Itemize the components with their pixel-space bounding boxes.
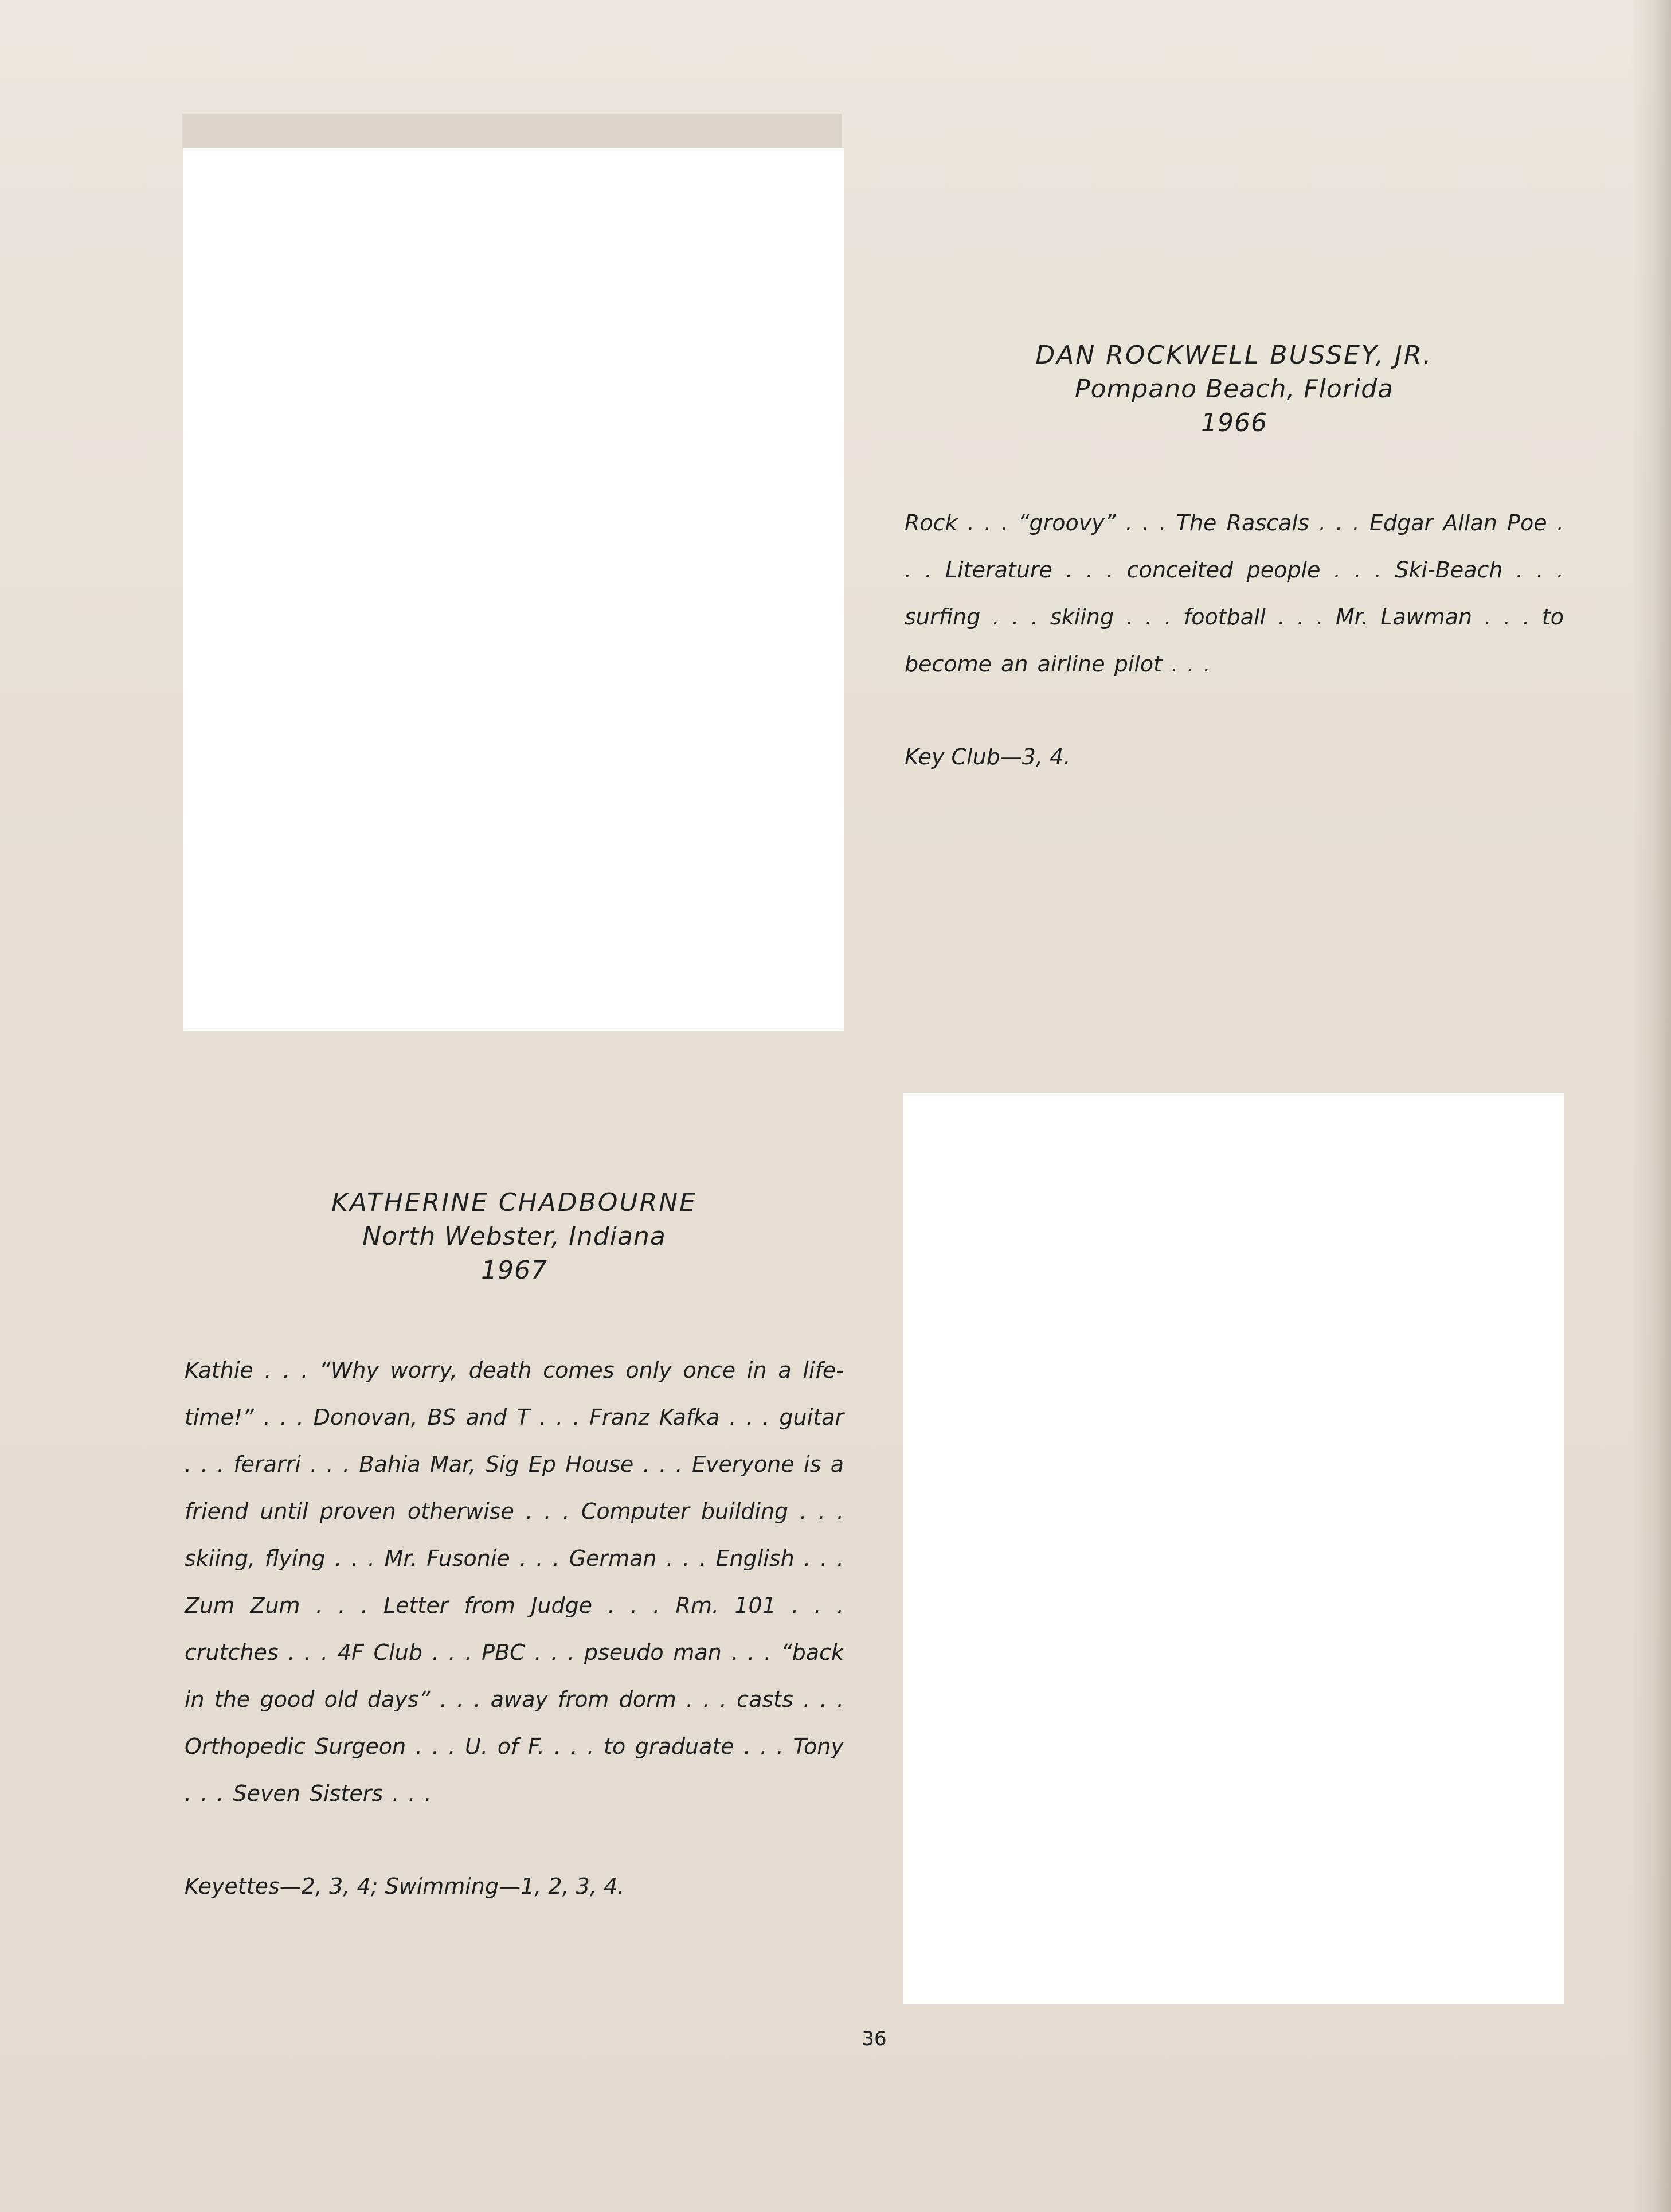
student-activities: Keyettes—2, 3, 4; Swimming—1, 2, 3, 4. — [185, 1874, 625, 1899]
entry-heading — [185, 1186, 844, 1287]
page-number: 36 — [862, 2027, 887, 2050]
student-year: 1967 — [481, 1256, 547, 1285]
student-name: DAN ROCKWELL BUSSEY, JR. — [1035, 341, 1433, 370]
student-hometown: North Webster, Indiana — [362, 1222, 666, 1251]
portrait-photo-chadbourne — [903, 1093, 1564, 2004]
senior-entry-bussey — [905, 338, 1564, 780]
student-bio: Kathie . . . “Why worry, death comes only once in a life-time!” . . . Donovan, BS and T . . . Franz Kafka . . . guitar . . . ferarri . . . Bahia Mar, Sig Ep House . . . Everyone is a friend until proven otherwise . . . Computer building . . . skiing, flying . . . Mr. Fusonie . . . German . . . English . . . Zum Zum . . . Letter from Judge . . . Rm. 101 . . . crutches . . . 4F Club . . . PBC . . . pseudo man . . . “back in the good old days” . . . away from dorm . . . casts . . . Orthopedic Surgeon . . . U. of F. . . . to graduate . . . Tony . . . Seven Sisters . . . — [185, 1358, 844, 1806]
student-activities: Key Club—3, 4. — [905, 744, 1071, 769]
photo-shadow — [182, 114, 842, 149]
student-hometown: Pompano Beach, Florida — [1075, 374, 1394, 404]
page-edge-shadow — [1631, 0, 1671, 2212]
student-name: KATHERINE CHADBOURNE — [331, 1188, 697, 1217]
portrait-photo-bussey — [183, 148, 844, 1031]
entry-heading — [905, 338, 1564, 440]
student-year: 1966 — [1201, 408, 1267, 437]
student-bio: Rock . . . “groovy” . . . The Rascals . . . Edgar Allan Poe . . . Literature . . . conceited people . . . Ski-Beach . . . surfing . . . skiing . . . football . . . Mr. Lawman . . . to become an airline pilot . . . — [905, 510, 1564, 677]
senior-entry-chadbourne — [185, 1186, 844, 1910]
